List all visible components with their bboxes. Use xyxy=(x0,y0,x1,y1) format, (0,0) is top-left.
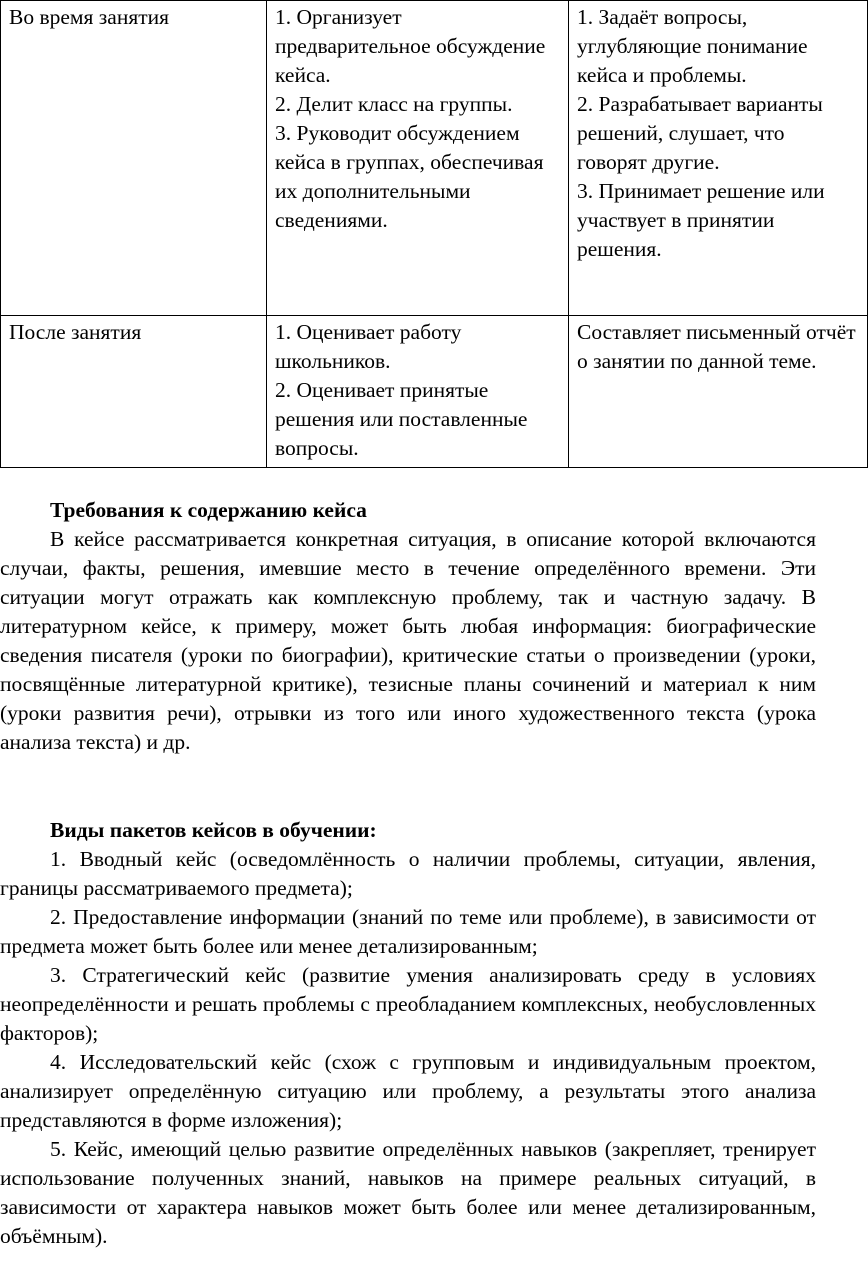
roles-table xyxy=(0,0,868,468)
case-type-item: 2. Предоставление информации (знаний по теме или проблеме), в зависимости от предмета может быть более или менее детализированным; xyxy=(0,905,816,958)
stage-label: Во время занятия xyxy=(9,5,170,29)
teacher-actions-cell xyxy=(267,316,569,468)
teacher-actions-cell xyxy=(267,1,569,316)
stage-cell xyxy=(1,1,267,316)
teacher-action: 1. Организует предварительное обсуждение кейса. xyxy=(275,5,546,87)
student-actions-cell xyxy=(569,316,868,468)
case-type-item: 4. Исследовательский кейс (схож с групповым и индивидуальным проектом, анализирует определённую ситуацию или проблему, а результаты этого анализа представляются в форме изложения); xyxy=(0,1050,816,1132)
student-actions-cell xyxy=(569,1,868,316)
student-action: 2. Разрабатывает варианты решений, слушает, что говорят другие. xyxy=(577,92,823,174)
requirements-section xyxy=(0,496,816,757)
student-action: 3. Принимает решение или участвует в принятии решения. xyxy=(577,179,825,261)
teacher-action: 3. Руководит обсуждением кейса в группах, обеспечивая их дополнительными сведениями. xyxy=(275,121,544,232)
case-type-item: 3. Стратегический кейс (развитие умения анализировать среду в условиях неопределённости и решать проблемы с преобладанием комплексных, необусловленных факторов); xyxy=(0,963,816,1045)
requirements-paragraph: В кейсе рассматривается конкретная ситуация, в описание которой включаются случаи, факты, решения, имевшие место в течение определённого времени. Эти ситуации могут отражать как комплексную проблему, так и частную задачу. В литературном кейсе, к примеру, может быть любая информация: биографические сведения писателя (уроки по биографии), критические статьи о произведении (уроки, посвящённые литературной критике), тезисные планы сочинений и материал к ним (уроки развития речи), отрывки из того или иного художественного текста (урока анализа текста) и др. xyxy=(0,527,816,754)
teacher-action: 1. Оценивает работу школьников. xyxy=(275,320,462,373)
requirements-heading: Требования к содержанию кейса xyxy=(50,498,367,522)
case-type-item: 5. Кейс, имеющий целью развитие определённых навыков (закрепляет, тренирует использование полученных знаний, навыков на примере реальных ситуаций, в зависимости от характера навыков может быть более или менее детализированным, объёмным). xyxy=(0,1137,816,1248)
table-row xyxy=(1,316,868,468)
stage-cell xyxy=(1,316,267,468)
student-action: 1. Задаёт вопросы, углубляющие понимание кейса и проблемы. xyxy=(577,5,808,87)
teacher-action: 2. Делит класс на группы. xyxy=(275,92,513,116)
table-row xyxy=(1,1,868,316)
stage-label: После занятия xyxy=(9,320,142,344)
case-types-section xyxy=(0,816,816,1251)
case-types-heading: Виды пакетов кейсов в обучении: xyxy=(50,818,377,842)
case-type-item: 1. Вводный кейс (осведомлённость о наличии проблемы, ситуации, явления, границы рассматриваемого предмета); xyxy=(0,847,816,900)
teacher-action: 2. Оценивает принятые решения или поставленные вопросы. xyxy=(275,378,528,460)
student-action: Составляет письменный отчёт о занятии по данной теме. xyxy=(577,320,856,373)
